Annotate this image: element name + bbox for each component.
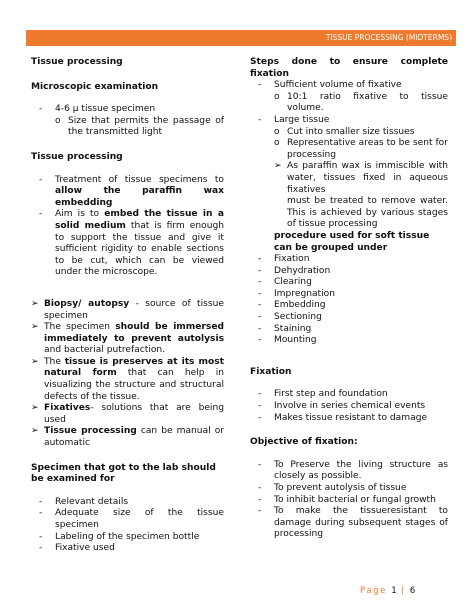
heading-tissue-processing: Tissue processing bbox=[31, 57, 123, 67]
dash-bullet-icon: - bbox=[39, 508, 43, 519]
stage-item: - Clearing bbox=[258, 277, 312, 288]
list-item: - Aim is to embed the tissue in a solid medium that is firm enough to support the tissue and give it sufficient rigidity to enable sections to be cut, which can be viewed under the microscope. bbox=[39, 209, 224, 278]
list-item: - To Preserve the living structure as closely as possible. bbox=[258, 459, 448, 482]
list-item: ➢ Fixatives- solutions that are being used bbox=[31, 403, 224, 425]
arrow-bullet-icon: ➢ bbox=[274, 161, 282, 172]
dash-bullet-icon: - bbox=[258, 483, 262, 493]
arrow-bullet-icon: ➢ bbox=[31, 426, 39, 437]
list-item: o Cut into smaller size tissues bbox=[274, 126, 415, 137]
list-item: - Fixative used bbox=[39, 543, 115, 554]
heading-procedure: procedure used for soft tissue can be grouped under bbox=[274, 230, 430, 253]
dash-bullet-icon: - bbox=[258, 412, 262, 423]
dash-bullet-icon: - bbox=[258, 114, 262, 125]
dash-bullet-icon: - bbox=[258, 459, 262, 470]
dash-bullet-icon: - bbox=[258, 265, 262, 276]
heading-objective: Objective of fixation: bbox=[250, 437, 358, 448]
dash-bullet-icon: - bbox=[258, 335, 262, 346]
stage-item: - Impregnation bbox=[258, 288, 335, 299]
right-column bbox=[250, 57, 448, 541]
dash-bullet-icon: - bbox=[258, 323, 262, 334]
dash-bullet-icon: - bbox=[258, 254, 262, 265]
dash-bullet-icon: - bbox=[39, 104, 43, 115]
paragraph: must be treated to remove water. This is achieved by various stages of tissue processing bbox=[287, 196, 448, 230]
dash-bullet-icon: - bbox=[39, 543, 43, 554]
heading-tissue-processing-2: Tissue processing bbox=[31, 151, 123, 162]
heading-steps-fixation: Steps done to ensure complete fixation bbox=[250, 57, 448, 79]
dash-bullet-icon: - bbox=[258, 389, 262, 400]
circle-bullet-icon: o bbox=[274, 126, 280, 137]
arrow-bullet-icon: ➢ bbox=[31, 403, 39, 414]
list-item: - 4-6 µ tissue specimen bbox=[39, 104, 156, 115]
list-item: - First step and foundation bbox=[258, 389, 388, 400]
arrow-bullet-icon: ➢ bbox=[31, 322, 39, 333]
dash-bullet-icon: - bbox=[39, 531, 43, 542]
heading-microscopic-examination: Microscopic examination bbox=[31, 81, 159, 92]
dash-bullet-icon: - bbox=[258, 80, 262, 91]
dash-bullet-icon: - bbox=[39, 174, 43, 185]
dash-bullet-icon: - bbox=[258, 300, 262, 311]
list-item: - Relevant details bbox=[39, 496, 129, 507]
dash-bullet-icon: - bbox=[258, 277, 262, 288]
dash-bullet-icon: - bbox=[258, 288, 262, 299]
stage-item: - Dehydration bbox=[258, 265, 331, 276]
list-item: - Treatment of tissue specimens to allow the paraffin wax embedding bbox=[39, 174, 224, 208]
dash-bullet-icon: - bbox=[258, 312, 262, 323]
list-item: - Adequate size of the tissue specimen bbox=[39, 508, 224, 530]
heading-fixation: Fixation bbox=[250, 366, 292, 377]
list-item: ➢ The specimen should be immersed immediately to prevent autolysis and bacterial putrefaction. bbox=[31, 322, 224, 356]
stage-item: - Embedding bbox=[258, 300, 326, 311]
heading-specimen-examined: Specimen that got to the lab should be examined for bbox=[31, 462, 216, 485]
document-title: TISSUE PROCESSING (MIDTERMS) bbox=[325, 33, 452, 42]
circle-bullet-icon: o bbox=[274, 138, 280, 149]
list-item: - Large tissue bbox=[258, 114, 330, 125]
list-item: o 10:1 ratio fixative to tissue volume. bbox=[274, 91, 448, 114]
list-item: ➢ Biopsy/ autopsy - source of tissue specimen bbox=[31, 298, 224, 321]
list-item: o Size that permits the passage of the transmitted light bbox=[55, 115, 224, 138]
dash-bullet-icon: - bbox=[258, 401, 262, 412]
arrow-bullet-icon: ➢ bbox=[31, 356, 39, 367]
page-number: Page 1 | 6 bbox=[360, 586, 416, 596]
list-item: - Sufficient volume of fixative bbox=[258, 80, 402, 91]
left-column bbox=[31, 57, 224, 555]
circle-bullet-icon: o bbox=[274, 91, 280, 102]
list-item: ➢ As paraffin wax is immiscible with water, tissues fixed in aqueous fixatives bbox=[274, 161, 448, 195]
circle-bullet-icon: o bbox=[55, 115, 61, 126]
list-item: ➢ The tissue is preserves at its most natural form that can help in visualizing the structure and structural defects of the tissue. bbox=[31, 356, 224, 402]
dash-bullet-icon: - bbox=[258, 506, 262, 517]
dash-bullet-icon: - bbox=[39, 496, 43, 507]
stage-item: - Sectioning bbox=[258, 312, 322, 323]
stage-item: - Mounting bbox=[258, 335, 317, 346]
dash-bullet-icon: - bbox=[258, 494, 262, 505]
list-item: - To make the tissueresistant to damage during subsequent stages of processing bbox=[258, 506, 448, 540]
header-bar bbox=[26, 30, 456, 46]
stage-item: - Staining bbox=[258, 323, 312, 334]
dash-bullet-icon: - bbox=[39, 209, 43, 220]
arrow-bullet-icon: ➢ bbox=[31, 298, 39, 309]
stage-item: - Fixation bbox=[258, 254, 310, 265]
list-item: - To inhibit bacterial or fungal growth bbox=[258, 494, 436, 505]
list-item: o Representative areas to be sent for processing bbox=[274, 138, 448, 160]
list-item: - Involve in series chemical events bbox=[258, 401, 426, 412]
list-item: - Labeling of the specimen bottle bbox=[39, 531, 200, 542]
list-item: ➢ Tissue processing can be manual or automatic bbox=[31, 426, 224, 449]
list-item: - Makes tissue resistant to damage bbox=[258, 412, 428, 423]
list-item: - To prevent autolysis of tissue bbox=[258, 483, 407, 493]
